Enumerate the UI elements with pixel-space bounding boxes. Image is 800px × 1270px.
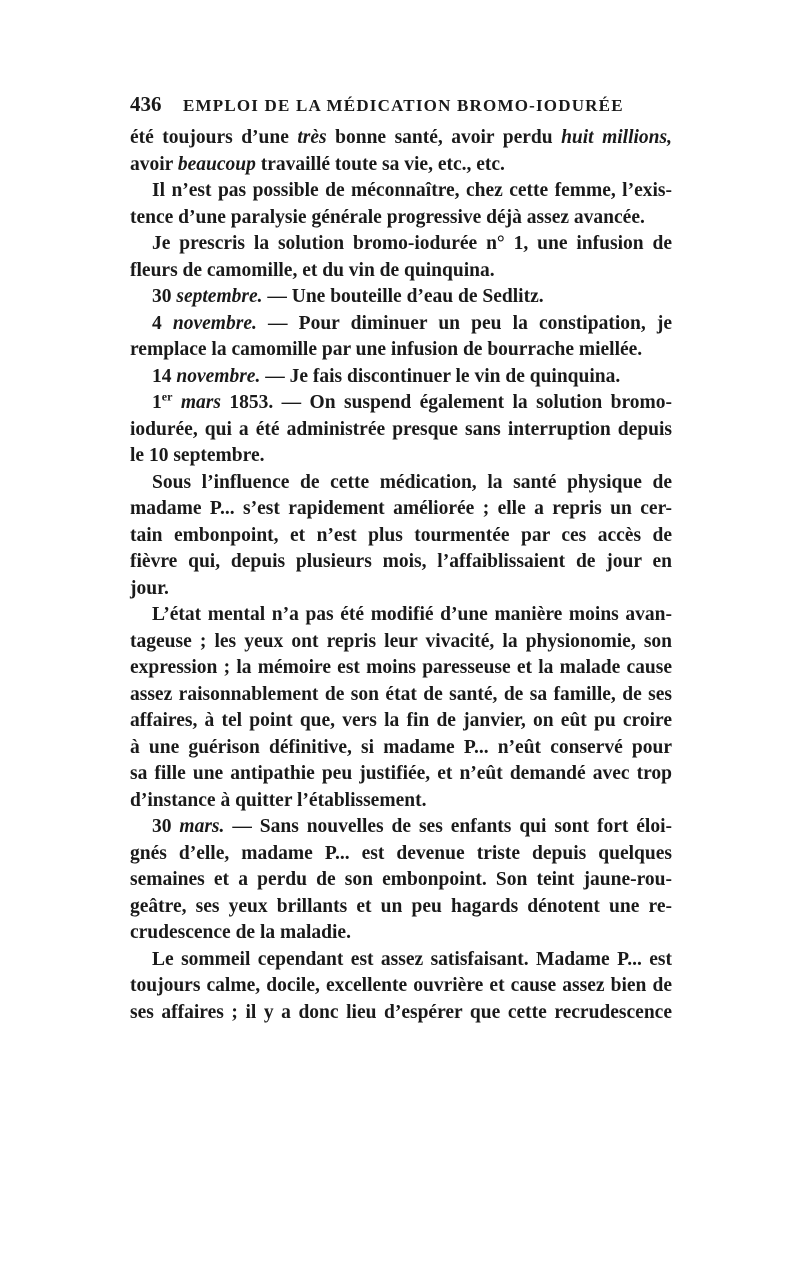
superscript-text: er [161, 389, 173, 404]
text-segment: crudescence de la maladie. [130, 922, 351, 943]
text-segment: avoir [130, 153, 178, 175]
text-line [130, 947, 672, 974]
text-line [130, 629, 672, 656]
text-segment: fleurs de camomille, et du vin de quinquina. [130, 259, 495, 281]
text-segment: — Pour diminuer un peu la constipation, je [256, 312, 672, 334]
text-line [130, 125, 672, 152]
text-line [130, 549, 672, 576]
italic-text: très [297, 127, 327, 148]
text-segment [172, 392, 180, 413]
text-segment: le 10 septembre. [130, 445, 265, 466]
text-line [130, 708, 672, 735]
text-segment: remplace la camomille par une infusion de bourrache miellée. [130, 339, 643, 360]
text-segment: L’état mental n’a pas été modifié d’une manière moins avan- [152, 604, 672, 625]
text-segment: fièvre qui, depuis plusieurs mois, l’affaiblissaient de jour en [130, 551, 672, 572]
text-segment: tageuse ; les yeux ont repris leur vivacité, la physionomie, son [130, 630, 672, 652]
text-segment: sa fille une antipathie peu justifiée, et n’eût demandé avec trop [130, 763, 672, 784]
text-segment: Sous l’influence de cette médication, la santé physique de [152, 471, 672, 493]
text-segment: été toujours d’une [130, 127, 298, 148]
text-line [130, 1000, 672, 1027]
text-line [130, 655, 672, 682]
text-line [130, 178, 672, 205]
text-segment: iodurée, qui a été administrée presque sans interruption depuis [130, 418, 672, 440]
italic-text: novembre. [176, 365, 261, 387]
text-segment: affaires, à tel point que, vers la fin de janvier, on eût pu croire [130, 710, 672, 731]
text-line [130, 205, 672, 232]
text-line [130, 364, 672, 391]
text-segment: 30 [152, 286, 177, 307]
text-segment: Je prescris la solution bromo-iodurée n° 1, une infusion de [152, 233, 672, 254]
text-segment: 4 [152, 312, 173, 334]
italic-text: novembre. [172, 312, 257, 334]
text-segment: 1853. — On suspend également la solution bromo- [220, 392, 672, 413]
text-segment: d’instance à quitter l’établissement. [130, 789, 427, 811]
text-line [130, 337, 672, 364]
text-segment: madame P... s’est rapidement améliorée ; elle a repris un cer- [130, 498, 672, 519]
italic-text: mars. [179, 816, 225, 837]
text-segment: 1 [152, 392, 162, 413]
text-segment: ses affaires ; il y a donc lieu d’espérer que cette recrudescence [130, 1001, 672, 1023]
text-line [130, 390, 672, 417]
text-segment: Le sommeil cependant est assez satisfaisant. Madame P... est [152, 948, 672, 970]
italic-text: beaucoup [177, 153, 256, 175]
text-line [130, 470, 672, 497]
text-line [130, 735, 672, 762]
text-segment: semaines et a perdu de son embonpoint. Son teint jaune-rou- [130, 869, 672, 890]
text-segment: toujours calme, docile, excellente ouvrière et cause assez bien de [130, 975, 672, 996]
text-line [130, 443, 672, 470]
text-line [130, 841, 672, 868]
text-segment: à une guérison définitive, si madame P... n’eût conservé pour [130, 736, 672, 758]
text-segment: — Je fais discontinuer le vin de quinquina. [260, 365, 621, 387]
text-line [130, 258, 672, 285]
text-line [130, 576, 672, 603]
text-segment: — Sans nouvelles de ses enfants qui sont fort éloi- [224, 816, 672, 837]
page-number: 436 [130, 92, 162, 116]
text-line [130, 894, 672, 921]
running-header [130, 92, 670, 120]
text-segment: travaillé toute sa vie, etc., etc. [255, 153, 505, 175]
text-line [130, 284, 672, 311]
text-segment: tence d’une paralysie générale progressive déjà assez avancée. [130, 206, 645, 228]
text-line [130, 682, 672, 709]
text-line [130, 761, 672, 788]
italic-text: huit millions, [561, 127, 672, 148]
text-segment: assez raisonnablement de son état de santé, de sa famille, de ses [130, 683, 672, 705]
text-line [130, 602, 672, 629]
text-segment: Il n’est pas possible de méconnaître, chez cette femme, l’exis- [152, 180, 672, 201]
text-segment: geâtre, ses yeux brillants et un peu hagards dénotent une re- [130, 895, 672, 917]
italic-text: septembre. [176, 286, 263, 307]
text-line [130, 231, 672, 258]
text-line [130, 814, 672, 841]
italic-text: mars [180, 392, 221, 413]
text-line [130, 417, 672, 444]
text-segment: 14 [152, 365, 177, 387]
text-line [130, 523, 672, 550]
text-segment: bonne santé, avoir perdu [326, 127, 562, 148]
text-line [130, 311, 672, 338]
text-line [130, 788, 672, 815]
text-line [130, 152, 672, 179]
text-segment: — Une bouteille d’eau de Sedlitz. [262, 286, 544, 307]
text-line [130, 973, 672, 1000]
text-segment: expression ; la mémoire est moins paresseuse et la malade cause [130, 657, 672, 678]
text-line [130, 920, 672, 947]
text-segment: tain embonpoint, et n’est plus tourmentée par ces accès de [130, 524, 672, 546]
text-segment: gnés d’elle, madame P... est devenue triste depuis quelques [130, 842, 672, 864]
running-title: EMPLOI DE LA MÉDICATION BROMO-IODURÉE [182, 96, 624, 115]
body-text [130, 125, 672, 1026]
text-line [130, 867, 672, 894]
text-segment: 30 [152, 816, 180, 837]
text-segment: jour. [130, 577, 169, 599]
text-line [130, 496, 672, 523]
